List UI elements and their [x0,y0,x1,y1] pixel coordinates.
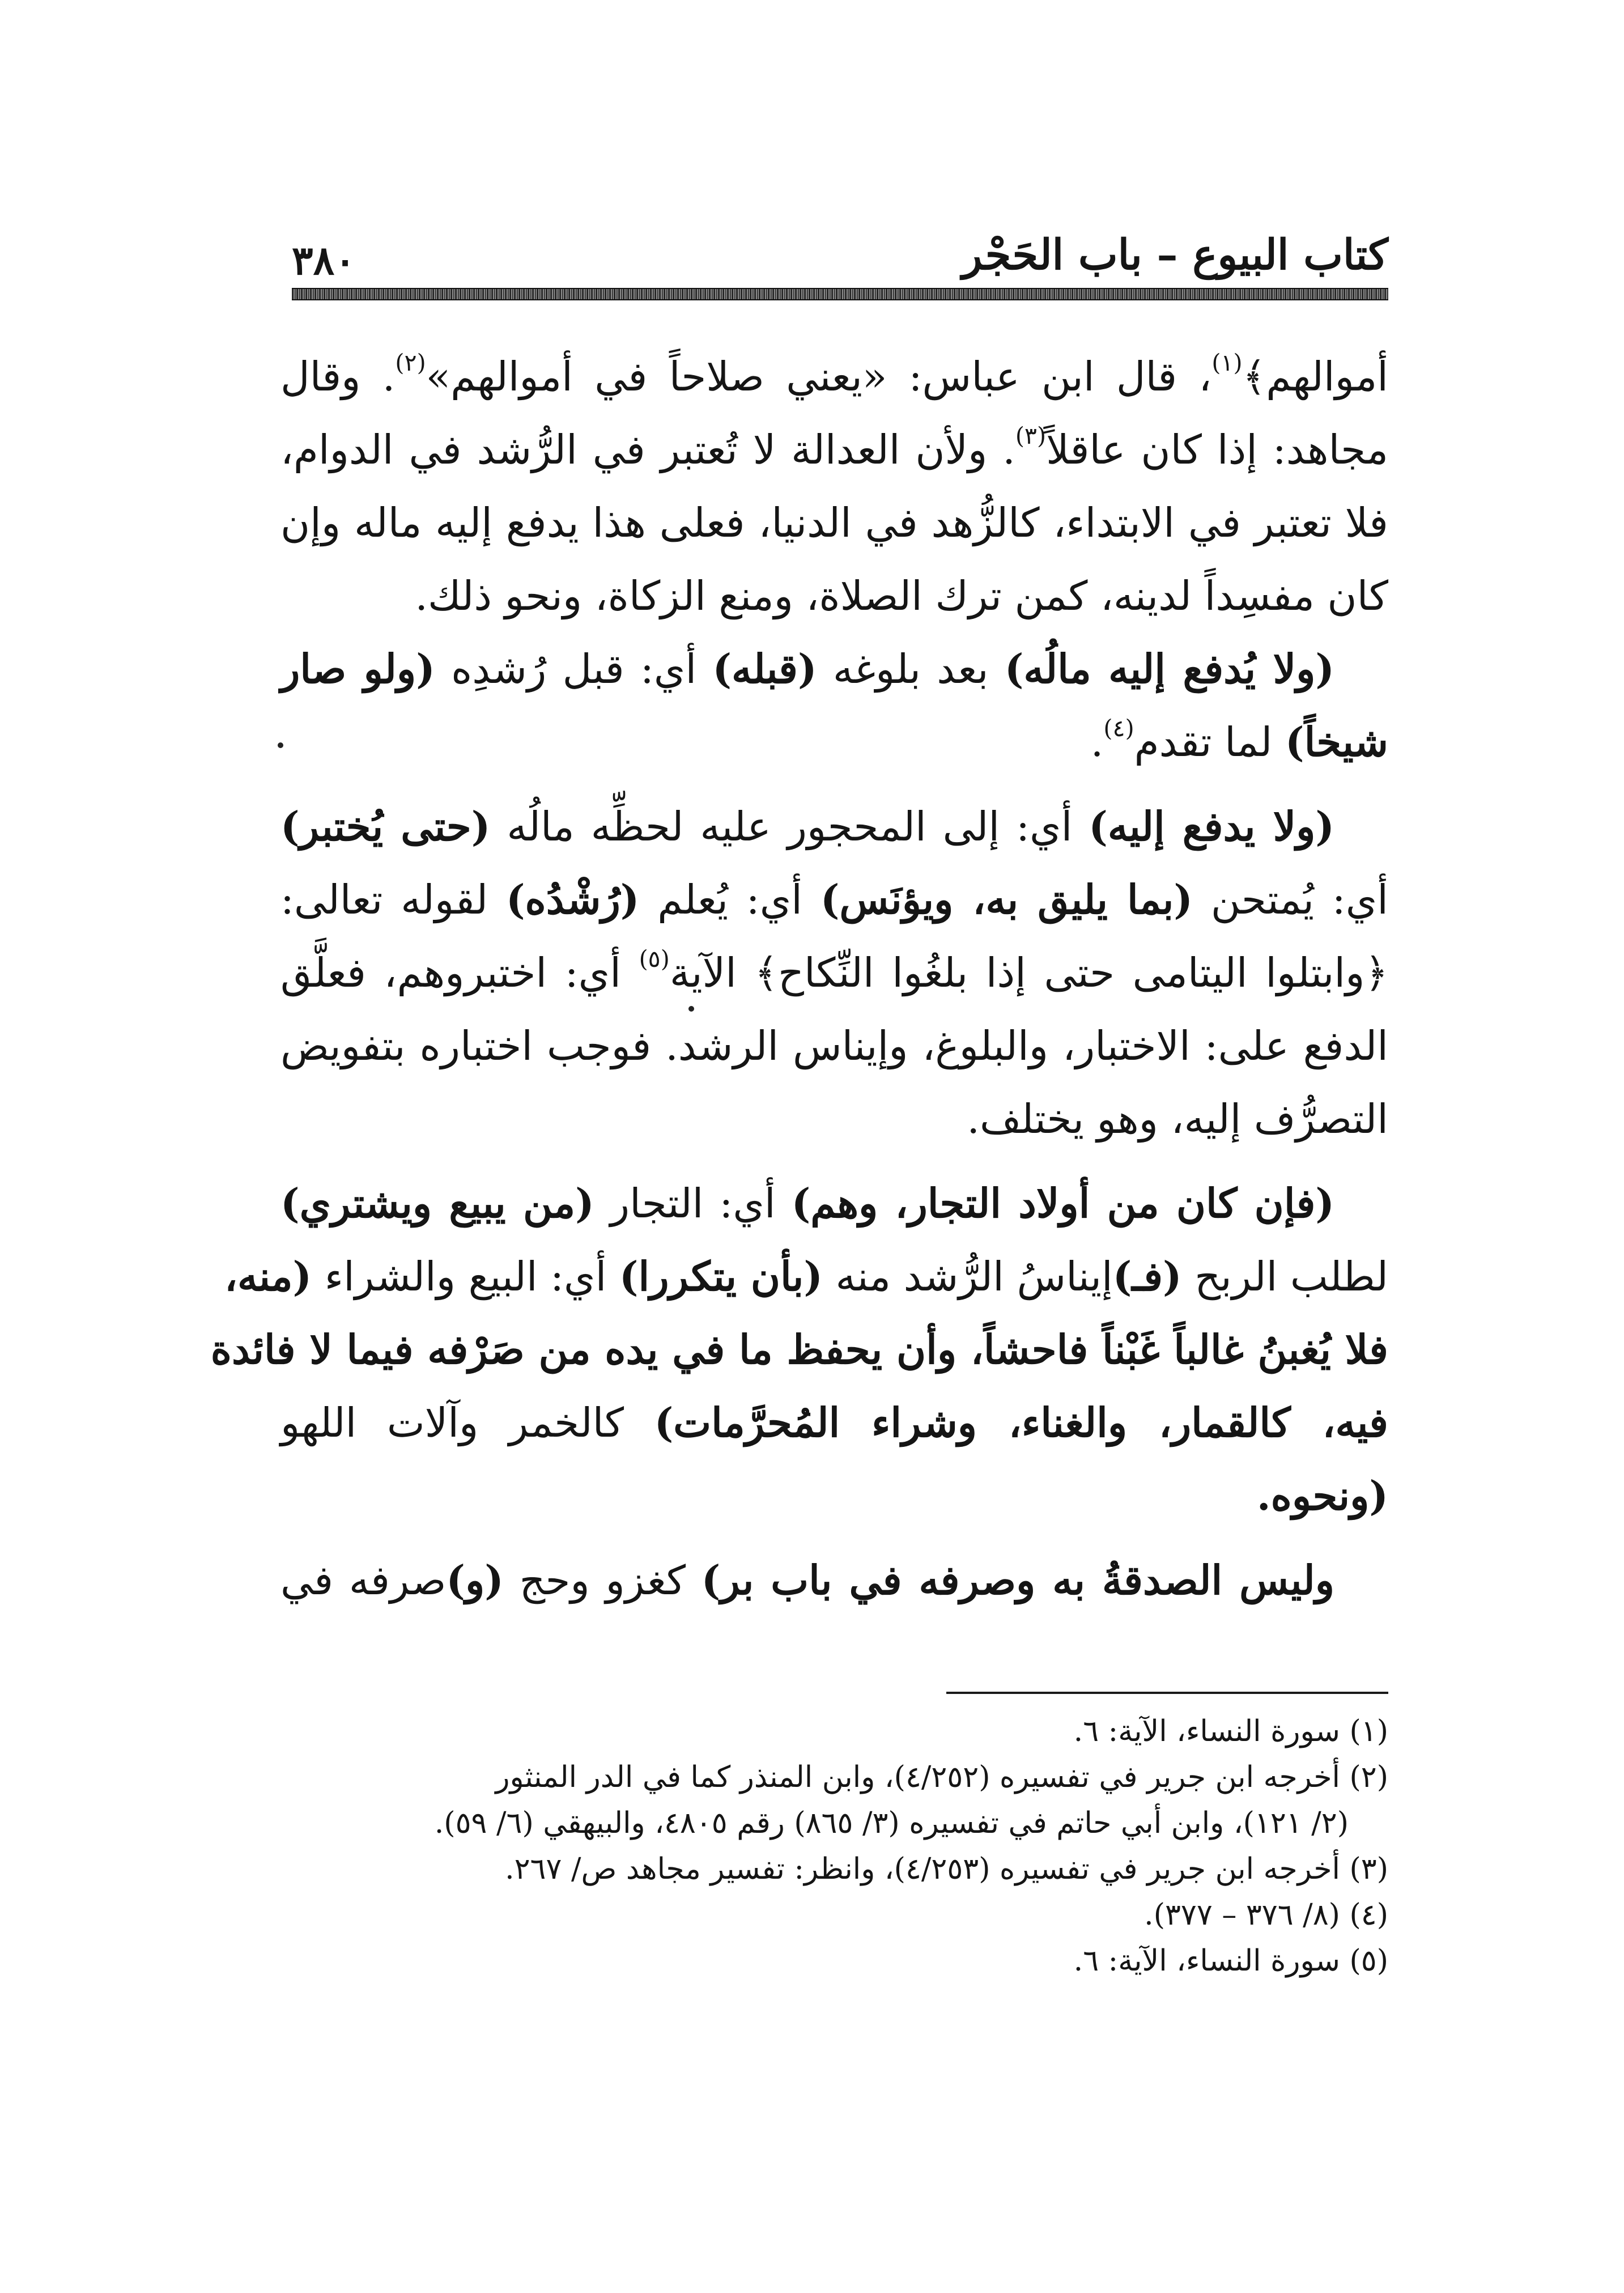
text-line: وليس الصدقةُ به وصرفه في باب بر) كغزو وحج (و)صرفه في [280,1556,1335,1604]
text-line: أي: يُمتحن (بما يليق به، ويؤنَس) أي: يُعلم (رُشْدُه) لقوله تعالى: [280,876,1388,923]
print-speck [278,742,283,748]
page-number: ٣٨٠ [292,237,356,284]
matn-text: فيه، كالقمار، والغناء، وشراء المُحرَّمات) [654,1399,1388,1446]
footnote-ref[interactable]: (٢) [395,349,426,376]
text-line: كان مفسِداً لدينه، كمن ترك الصلاة، ومنع الزكاة، ونحو ذلك. [415,572,1388,619]
text-line: فيه، كالقمار، والغناء، وشراء المُحرَّمات) كالخمر وآلات اللهو [280,1399,1388,1446]
footnote-3: (٣) أخرجه ابن جرير في تفسيره (٤/٢٥٣)، وانظر: تفسير مجاهد ص/ ٢٦٧. [505,1852,1388,1886]
matn-text: (فإن كان من أولاد التجار، وهم) [791,1179,1334,1227]
matn-text: (و) [446,1556,504,1604]
header-rule [292,288,1388,300]
footnote-ref[interactable]: (٤) [1103,715,1134,742]
footnote-ref[interactable]: (١) [1211,349,1243,376]
text-line [280,1459,1388,1532]
footnote-ref[interactable]: (٣) [1015,422,1047,449]
running-header [292,224,1388,286]
text-line: مجاهد: إذا كان عاقلاً$^{(٣)}$. ولأن العدالة لا تُعتبر في الرُّشد في الدوام، [280,422,1388,473]
matn-text: (من يبيع ويشتري) [280,1179,594,1227]
matn-text: (منه، [224,1252,312,1300]
matn-text: (ونحوه. [1256,1472,1388,1519]
text-line: (ولا يُدفع إليه مالُه) بعد بلوغه (قبله) أي: قبل رُشدِه (ولو صار [280,645,1334,693]
matn-text: (بأن يتكررا) [619,1252,823,1300]
print-speck [688,1006,694,1012]
text-line: ﴿وابتلوا اليتامى حتى إذا بلغُوا النِّكاح﴾ الآية$^{(٥)}$ أي: اختبروهم، فعلَّق [280,945,1389,996]
matn-text: شيخاً) [1285,718,1388,766]
text-line: (ولا يدفع إليه) أي: إلى المحجور عليه لحظِّه مالُه (حتى يُختبر) [280,802,1334,850]
text-line: فلا تعتبر في الابتداء، كالزُّهد في الدنيا، فعلى هذا يدفع إليه ماله وإن [280,499,1388,546]
matn-text: (فـ) [1112,1252,1182,1300]
text-line: التصرُّف إليه، وهو يختلف. [967,1095,1388,1143]
footnote-2-continued: (٢/ ١٢١)، وابن أبي حاتم في تفسيره (٣/ ٨٦٥) رقم ٤٨٠٥، والبيهقي (٦/ ٥٩). [434,1806,1349,1840]
footnote-ref[interactable]: (٥) [639,945,670,973]
footnote-separator [946,1692,1388,1694]
footnote-4: (٤) (٨/ ٣٧٦ – ٣٧٧). [1144,1898,1388,1932]
matn-text: (حتى يُختبر) [280,802,491,850]
footnote-2: (٢) أخرجه ابن جرير في تفسيره (٤/٢٥٢)، وابن المنذر كما في الدر المنثور [495,1760,1388,1794]
matn-text: (رُشْدُه) [505,876,640,923]
footnote-5: (٥) سورة النساء، الآية: ٦. [1073,1944,1388,1978]
text-line: الدفع على: الاختبار، والبلوغ، وإيناس الرشد. فوجب اختباره بتفويض [280,1022,1388,1069]
matn-text: (ولو صار [280,645,435,693]
matn-text: (ولا يُدفع إليه مالُه) [1004,645,1334,693]
matn-text: (ولا يدفع إليه) [1089,802,1334,850]
text-line: شيخاً) لما تقدم$^{(٤)}$. [1090,715,1388,766]
main-text [210,340,1389,1617]
footnote-1: (١) سورة النساء، الآية: ٦. [1073,1714,1388,1748]
matn-text: (قبله) [712,645,817,693]
chapter-title: كتاب البيوع – باب الحَجْر [962,231,1388,279]
text-line: لطلب الربح (فـ)إيناسُ الرُّشد منه (بأن يتكررا) أي: البيع والشراء (منه، [224,1252,1388,1300]
matn-text: (بما يليق به، ويؤنَس) [820,876,1193,923]
matn-text: فلا يُغبنُ غالباً غَبْناً فاحشاً، وأن يحفظ ما في يده من صَرْفه فيما لا فائدة [210,1326,1388,1373]
text-line [210,1313,1388,1386]
matn-text: وليس الصدقةُ به وصرفه في باب بر) [701,1556,1335,1604]
text-line: (فإن كان من أولاد التجار، وهم) أي: التجار (من يبيع ويشتري) [280,1179,1334,1227]
footnotes [280,1709,1388,1984]
text-line: أموالهم﴾$^{(١)}$، قال ابن عباس: «يعني صلاحاً في أموالهم»$^{(٢)}$. وقال [280,349,1388,400]
